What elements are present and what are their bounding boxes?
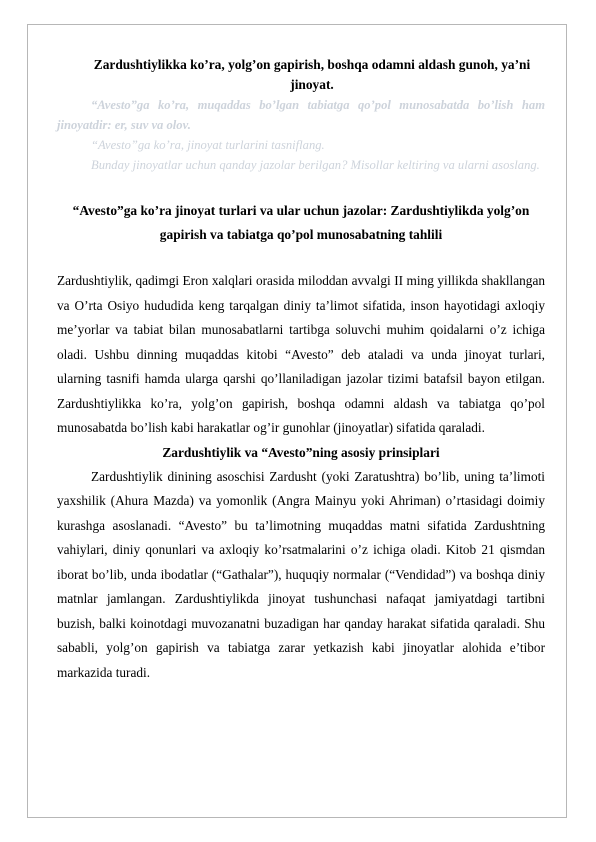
faded-note-2: “Avesto”ga ko’ra, jinoyat turlarini tasniflang. [91, 138, 325, 152]
document-title: “Avesto”ga ko’ra jinoyat turlari va ular uchun jazolar: Zardushtiylikda yolg’on gapirish va tabiatga qo’pol munosabatning tahlili [72, 203, 530, 242]
paragraph-1: Zardushtiylik, qadimgi Eron xalqlari orasida miloddan avvalgi II ming yillikda shakllangan va O’rta Osiyo hududida keng tarqalgan diniy ta’limot sifatida, inson hayotidagi axloqiy me’yorlar va tabiat bilan munosabatlarni tartibga soluvchi muhim qoidalarni o’z ichiga oladi. Ushbu dinning muqaddas kitobi “Avesto” deb ataladi va unda jinoyat turlari, ularning tasnifi hamda ularga qarshi qo’llaniladigan jazolar tizimi batafsil bayon etilgan. Zardushtiylikka ko’ra, yolg’on gapirish, boshqa odamni aldash va tabiatga qo’pol munosabatda bo’lish kabi harakatlar og’ir gunohlar (jinoyatlar) sifatida qaraladi. [57, 273, 545, 435]
document-content [57, 55, 545, 685]
faded-note-3: Bunday jinoyatlar uchun qanday jazolar berilgan? Misollar keltiring va ularni asoslang. [91, 158, 540, 172]
paragraph-2: Zardushtiylik dinining asoschisi Zardusht (yoki Zaratushtra) bo’lib, uning ta’limoti yaxshilik (Ahura Mazda) va yomonlik (Angra Mainyu yoki Ahriman) o’rtasidagi doimiy kurashga asoslanadi. “Avesto” bu ta’limotning muqaddas matni sifatida Zardushtning vahiylari, diniy qonunlari va axloqiy ko’rsatmalarini o’z ichiga oladi. Kitob 21 qismdan iborat bo’lib, unda ibodatlar (“Gathalar”), huquqiy normalar (“Vendidad”) va boshqa diniy matnlar jamlangan. Zardushtiylikda jinoyat tushunchasi nafaqat jamiyatdagi tartibni buzish, balki koinotdagi muvozanatni buzadigan har qanday harakat sifatida qaraladi. Shu sababli, yolg’on gapirish va tabiatga zarar yetkazish kabi jinoyatlar alohida e’tibor markazida turadi. [57, 468, 545, 680]
section-heading: Zardushtiylik va “Avesto”ning asosiy prinsiplari [162, 444, 440, 460]
faded-note-1: “Avesto”ga ko’ra, muqaddas bo’lgan tabiatga qo’pol munosabatda bo’lish ham jinoyatdir: er, suv va olov. [57, 98, 545, 132]
lead-question: Zardushtiylikka ko’ra, yolg’on gapirish, boshqa odamni aldash gunoh, ya’ni jinoyat. [93, 57, 531, 92]
